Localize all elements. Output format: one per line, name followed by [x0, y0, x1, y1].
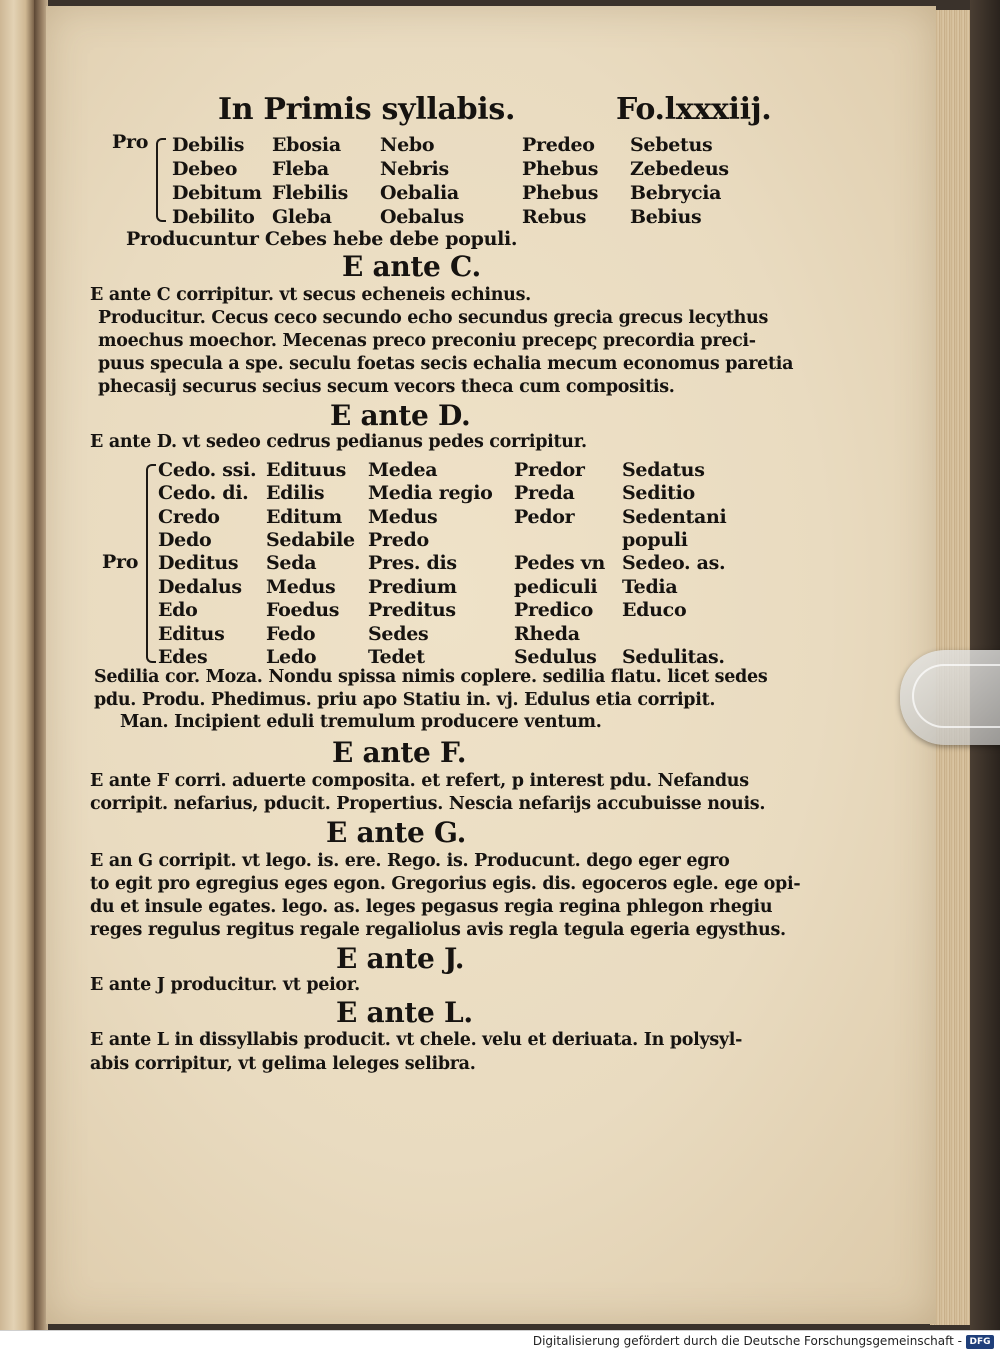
- word: Medea: [368, 459, 438, 481]
- book-page: [46, 6, 936, 1324]
- word: Bebius: [630, 206, 702, 228]
- page-clip-highlight: [912, 664, 1000, 728]
- word: Rheda: [514, 623, 580, 645]
- word: Medus: [368, 506, 438, 528]
- block2-label: Pro: [102, 551, 139, 573]
- word: Sedatus: [622, 459, 705, 481]
- word: Seda: [266, 552, 317, 574]
- word: Deditus: [158, 552, 239, 574]
- word: Nebo: [380, 134, 435, 156]
- text-line: Sedilia cor. Moza. Nondu spissa nimis coplere. sedilia flatu. licet sedes: [94, 667, 768, 687]
- block1-bracket: [156, 138, 166, 222]
- word: Medus: [266, 576, 336, 598]
- word: Cedo. di.: [158, 482, 249, 504]
- word: Oebalus: [380, 206, 464, 228]
- word: Sedulitas.: [622, 646, 725, 668]
- word: Educo: [622, 599, 687, 621]
- section-heading: E ante C.: [342, 250, 481, 283]
- digitization-footer: [0, 1330, 1000, 1354]
- word: Pedes vn: [514, 552, 606, 574]
- word: Editum: [266, 506, 342, 528]
- word: Media regio: [368, 482, 493, 504]
- word: Sedulus: [514, 646, 597, 668]
- word: Sebetus: [630, 134, 713, 156]
- section-heading: E ante L.: [336, 996, 473, 1029]
- text-line: E ante F corri. aduerte composita. et refert, p interest pdu. Nefandus: [90, 771, 749, 791]
- word: Preda: [514, 482, 575, 504]
- word: Credo: [158, 506, 220, 528]
- word: Gleba: [272, 206, 332, 228]
- text-line: E ante C corripitur. vt secus echeneis echinus.: [90, 285, 531, 305]
- word: Debeo: [172, 158, 238, 180]
- text-line: E ante D. vt sedeo cedrus pedianus pedes corripitur.: [90, 432, 587, 452]
- word: pediculi: [514, 576, 598, 598]
- word: Edilis: [266, 482, 325, 504]
- word: Pres. dis: [368, 552, 457, 574]
- running-head: In Primis syllabis.: [218, 92, 516, 127]
- word: Pedor: [514, 506, 575, 528]
- word: Editus: [158, 623, 225, 645]
- word: Sedabile: [266, 529, 355, 551]
- word: Debilito: [172, 206, 255, 228]
- text-line: reges regulus regitus regale regaliolus avis regla tegula egeria egysthus.: [90, 920, 786, 940]
- folio-number: Fo.lxxxiij.: [616, 92, 772, 127]
- text-line: E an G corripit. vt lego. is. ere. Rego. is. Producunt. dego eger egro: [90, 851, 730, 871]
- word: Zebedeus: [630, 158, 729, 180]
- word: populi: [622, 529, 688, 551]
- word: Ledo: [266, 646, 317, 668]
- text-line: Man. Incipient eduli tremulum producere ventum.: [120, 712, 602, 732]
- word: Ebosia: [272, 134, 341, 156]
- word: Dedo: [158, 529, 212, 551]
- word: Debitum: [172, 182, 262, 204]
- section-heading: E ante D.: [330, 399, 471, 432]
- word: Predeo: [522, 134, 595, 156]
- word: Sedeo. as.: [622, 552, 726, 574]
- word: Predo: [368, 529, 429, 551]
- word: Predium: [368, 576, 457, 598]
- text-line: du et insule egates. lego. as. leges pegasus regia regina phlegon rhegiu: [90, 897, 773, 917]
- word: Rebus: [522, 206, 587, 228]
- text-line: E ante J producitur. vt peior.: [90, 975, 360, 995]
- dfg-logo-icon[interactable]: DFG: [966, 1335, 994, 1349]
- word: Dedalus: [158, 576, 242, 598]
- facing-page-edge: [0, 0, 34, 1330]
- word: Fleba: [272, 158, 329, 180]
- word: Flebilis: [272, 182, 349, 204]
- text-line: abis corripitur, vt gelima leleges selibra.: [90, 1054, 476, 1074]
- block1-label: Pro: [112, 131, 149, 153]
- word: Edituus: [266, 459, 346, 481]
- text-line: Producitur. Cecus ceco secundo echo secundus grecia grecus lecythus: [98, 308, 769, 328]
- section-heading: E ante J.: [336, 942, 465, 975]
- text-line: E ante L in dissyllabis producit. vt chele. velu et deriuata. In polysyl-: [90, 1030, 743, 1050]
- text-line: phecasij securus secius secum vecors theca cum compositis.: [98, 377, 675, 397]
- word: Phebus: [522, 158, 599, 180]
- footer-credit-text: Digitalisierung gefördert durch die Deutsche Forschungsgemeinschaft -: [532, 1334, 962, 1348]
- text-line: corripit. nefarius, pducit. Propertius. Nescia nefarijs accubuisse nouis.: [90, 794, 766, 814]
- word: Predico: [514, 599, 594, 621]
- word: Oebalia: [380, 182, 459, 204]
- text-line: puus specula a spe. seculu foetas secis echalia mecum economus paretia: [98, 354, 794, 374]
- word: Seditio: [622, 482, 695, 504]
- word: Cedo. ssi.: [158, 459, 257, 481]
- word: Predor: [514, 459, 585, 481]
- word: Sedentani: [622, 506, 727, 528]
- section-heading: E ante F.: [332, 736, 467, 769]
- word: Tedet: [368, 646, 425, 668]
- word: Edes: [158, 646, 208, 668]
- word: Sedes: [368, 623, 429, 645]
- word: Foedus: [266, 599, 340, 621]
- block2-bracket: [146, 464, 156, 663]
- word: Phebus: [522, 182, 599, 204]
- word: Debilis: [172, 134, 245, 156]
- text-line: to egit pro egregius eges egon. Gregorius egis. dis. egoceros egle. ege opi-: [90, 874, 801, 894]
- word: Edo: [158, 599, 198, 621]
- section-heading: E ante G.: [326, 816, 467, 849]
- word: Bebrycia: [630, 182, 722, 204]
- text-line: Producuntur Cebes hebe debe populi.: [126, 228, 518, 250]
- text-line: pdu. Produ. Phedimus. priu apo Statiu in. vj. Edulus etia corripit.: [94, 690, 716, 710]
- word: Preditus: [368, 599, 456, 621]
- word: Fedo: [266, 623, 316, 645]
- word: Nebris: [380, 158, 449, 180]
- word: Tedia: [622, 576, 678, 598]
- text-line: moechus moechor. Mecenas preco preconiu precepς precordia preci-: [98, 331, 756, 351]
